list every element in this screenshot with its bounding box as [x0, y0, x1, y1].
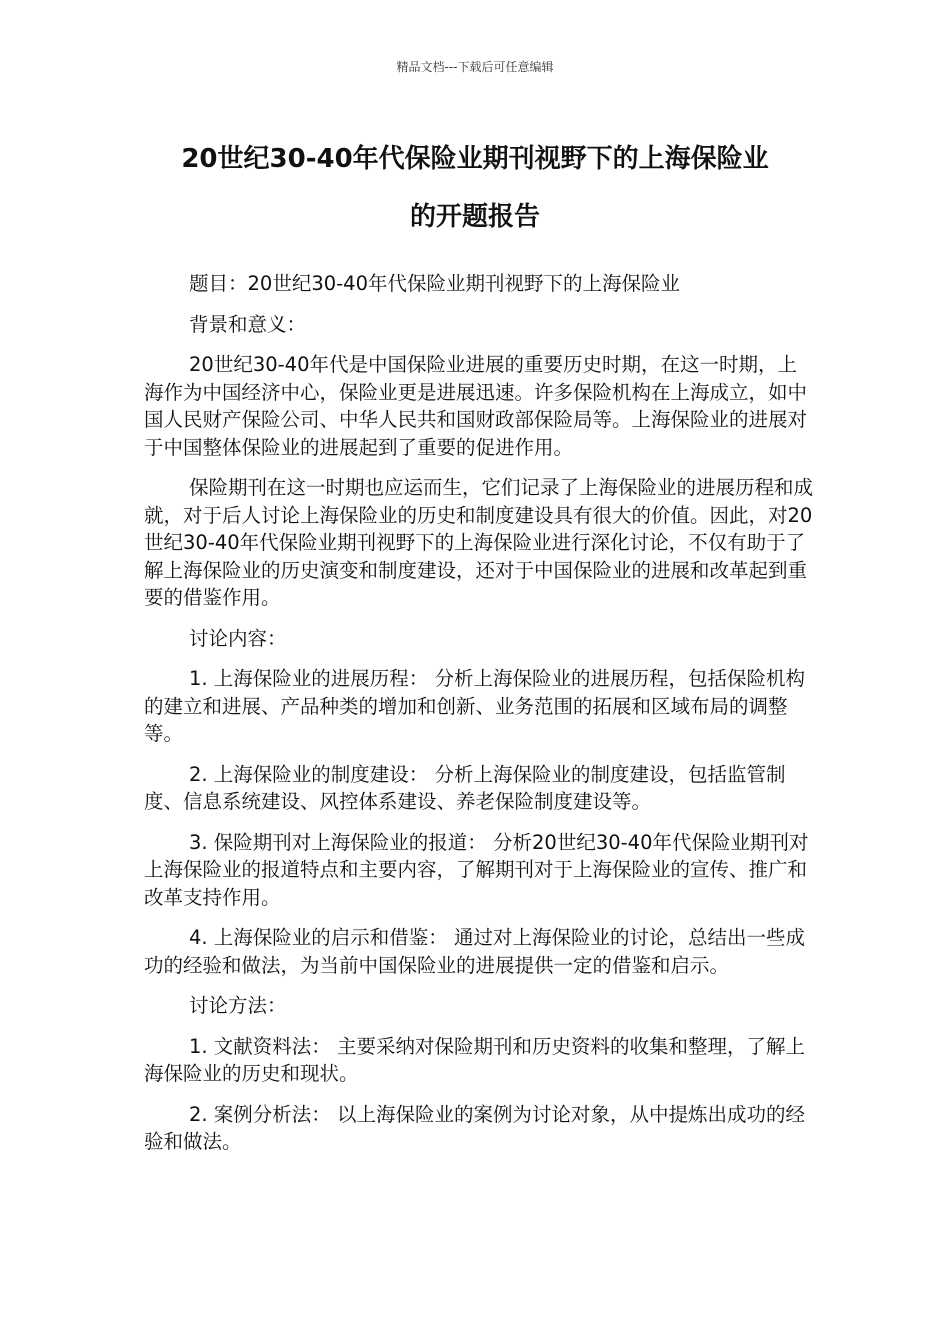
heading-content: 讨论内容： — [189, 626, 287, 650]
paragraph-topic: 题目：20世纪30-40年代保险业期刊视野下的上海保险业 — [189, 272, 680, 295]
paragraph-background-1: 20世纪30-40年代是中国保险业进展的重要历史时期，在这一时期，上海作为中国经济中心，保险业更是进展迅速。许多保险机构在上海成立，如中国人民财产保险公司、中华人民共和国财政部保险局等。上海保险业的进展对于中国整体保险业的进展起到了重要的促进作用。 — [144, 353, 808, 459]
document-title-line-1: 20世纪30-40年代保险业期刊视野下的上海保险业 — [181, 144, 769, 174]
heading-method: 讨论方法： — [189, 994, 287, 1017]
paragraph-method-1: 1. 文献资料法： 主要采纳对保险期刊和历史资料的收集和整理，了解上海保险业的历史和现状。 — [144, 1034, 806, 1085]
document-body — [144, 270, 814, 1169]
paragraph-content-4: 4. 上海保险业的启示和借鉴： 通过对上海保险业的讨论，总结出一些成功的经验和做法，为当前中国保险业的进展提供一定的借鉴和启示。 — [144, 926, 806, 977]
paragraph-content-3: 3. 保险期刊对上海保险业的报道： 分析20世纪30-40年代保险业期刊对上海保险业的报道特点和主要内容，了解期刊对于上海保险业的宣传、推广和改革支持作用。 — [144, 830, 809, 909]
paragraph-content-1: 1. 上海保险业的进展历程： 分析上海保险业的进展历程，包括保险机构的建立和进展、产品种类的增加和创新、业务范围的拓展和区域布局的调整等。 — [144, 667, 806, 745]
paragraph-content-2: 2. 上海保险业的制度建设： 分析上海保险业的制度建设，包括监管制度、信息系统建设、风控体系建设、养老保险制度建设等。 — [144, 762, 786, 813]
header-note: 精品文档---下载后可任意编辑 — [396, 60, 554, 74]
heading-background: 背景和意义： — [189, 312, 307, 336]
paragraph-method-2: 2. 案例分析法： 以上海保险业的案例为讨论对象，从中提炼出成功的经验和做法。 — [144, 1102, 806, 1153]
document-title-line-2: 的开题报告 — [409, 202, 540, 232]
paragraph-background-2: 保险期刊在这一时期也应运而生，它们记录了上海保险业的进展历程和成就，对于后人讨论上海保险业的历史和制度建设具有很大的价值。因此，对20世纪30-40年代保险业期刊视野下的上海保险业进行深化讨论，不仅有助于了解上海保险业的历史演变和制度建设，还对于中国保险业的进展和改革起到重要的借鉴作用。 — [144, 476, 814, 609]
